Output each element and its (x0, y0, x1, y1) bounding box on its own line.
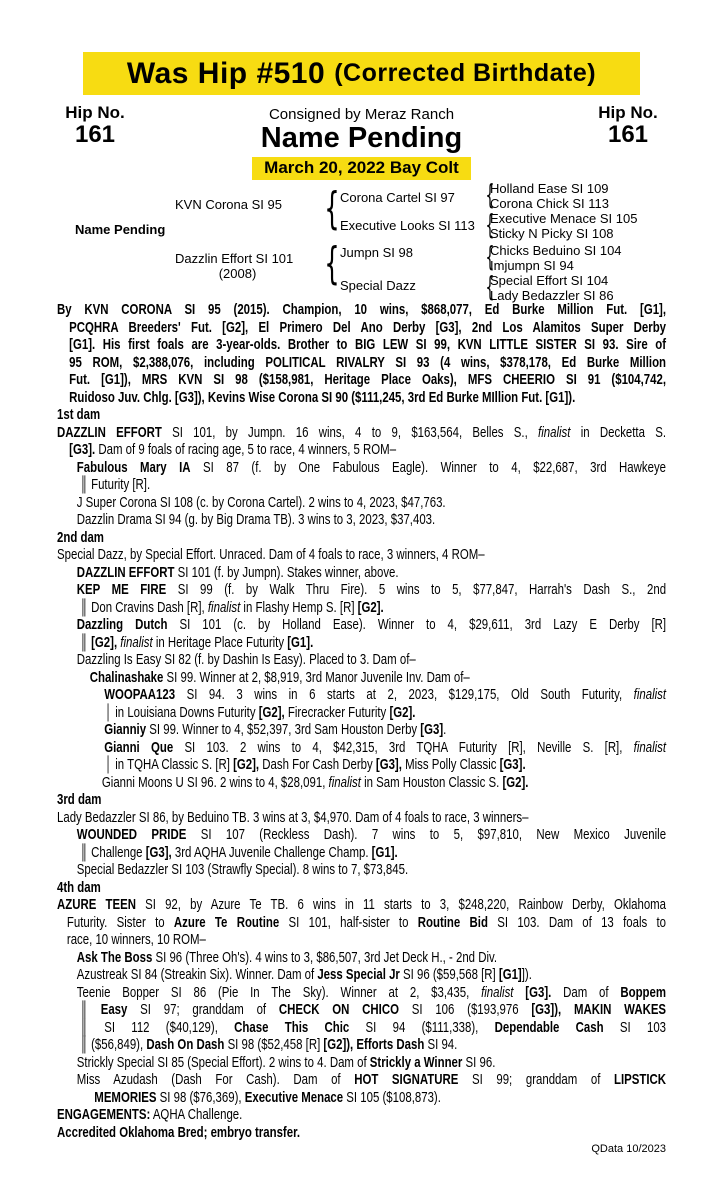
text-segment: finalist (633, 686, 667, 703)
text-segment: [G2], (233, 756, 260, 773)
text-segment: WOOPAA123 (104, 686, 176, 703)
pedigree-sire-sire: Corona Cartel SI 97 (340, 190, 455, 205)
text-segment: Fabulous Mary IA (76, 458, 191, 476)
pedigree-gen3-pair (485, 208, 720, 241)
text-segment: Dependable Cash (494, 1018, 604, 1036)
text-segment (561, 1001, 574, 1018)
text-segment: 3rd AQHA Juvenile Challenge Champ. (171, 843, 372, 861)
text-segment: │ in TQHA Classic S. [R] (104, 756, 234, 773)
pedigree-ancestor: Corona Chick SI 113 (490, 196, 609, 211)
text-line (57, 371, 666, 389)
text-segment: Azustreak SI 84 (Streakin Six). Winner. Dam of (76, 966, 318, 983)
text-segment: Gianniy (104, 721, 147, 738)
text-segment: SI 97; granddam of (127, 1001, 279, 1018)
text-line (57, 616, 666, 634)
text-line (57, 669, 666, 687)
text-line (57, 1089, 666, 1107)
pedigree-brace: { (324, 183, 340, 234)
text-segment: finalist (120, 633, 153, 651)
text-line (57, 1071, 666, 1089)
text-segment: . (443, 721, 447, 738)
text-segment: SI 94. 3 wins in 6 starts at 2, 2023, $129,175, Old South Futurity, (175, 686, 634, 703)
text-segment: [G3]), (531, 1001, 562, 1018)
text-segment: finalist (481, 983, 514, 1001)
text-segment: [G1]. (287, 633, 314, 651)
text-segment: Miss Azudash (Dash For Cash). Dam of (76, 1071, 355, 1088)
text-segment: ]). (521, 966, 532, 983)
text-segment: [G3], (375, 756, 402, 773)
text-line (57, 406, 666, 424)
text-line (57, 896, 666, 914)
pedigree-brace: { (485, 178, 495, 211)
text-line (57, 354, 666, 372)
text-line (57, 651, 666, 669)
text-segment: Gianni Que (104, 738, 174, 756)
text-segment: Teenie Bopper SI 86 (Pie In The Sky). Winner at 2, $3,435, (76, 983, 482, 1001)
text-line (57, 494, 666, 512)
text-line (57, 634, 666, 652)
text-segment: [G3], (145, 843, 172, 861)
text-segment: Dazzling Is Easy SI 82 (f. by Dashin Is Easy). Placed to 3. Dam of– (76, 651, 416, 668)
text-segment: MEMORIES (94, 1088, 157, 1106)
text-segment: Lady Bedazzler SI 86, by Beduino TB. 3 wins at 3, $4,970. Dam of 4 foals to race, 3 winners– (57, 808, 529, 826)
text-segment: Chase This Chic (234, 1018, 350, 1036)
text-segment: SI 99. Winner at 2, $8,919, 3rd Manor Juvenile Inv. Dam of– (163, 668, 470, 686)
text-segment: [G2], (258, 703, 285, 721)
text-line (57, 861, 666, 879)
text-line (57, 721, 666, 739)
text-line (57, 1106, 666, 1124)
text-line (57, 441, 666, 459)
text-segment: finalist (538, 423, 571, 441)
pedigree-ancestor: Holland Ease SI 109 (490, 181, 609, 196)
text-segment: Efforts Dash (356, 1036, 425, 1053)
text-segment (513, 984, 525, 1001)
text-line (57, 459, 666, 477)
text-segment: SI 101, by Jumpn. 16 wins, 4 to 9, $163,564, Belles S., (161, 423, 539, 441)
text-line (57, 739, 666, 757)
text-line (57, 774, 666, 792)
text-line (57, 336, 666, 354)
pedigree-gen3-pair (485, 178, 720, 211)
text-segment: Gianni Moons U SI 96. 2 wins to 4, $28,091, (101, 773, 329, 791)
hip-number: 161 (74, 121, 116, 148)
text-segment: SI 87 (f. by One Fabulous Eagle). Winner to 4, $22,687, 3rd Hawkeye (190, 458, 667, 476)
text-segment: Azure Te Routine (173, 913, 280, 931)
text-line (57, 791, 666, 809)
catalog-body (57, 301, 666, 1141)
text-segment: PCQHRA Breeders' Fut. [G2], El Primero Del Ano Derby [G3], 2nd Los Alamitos Super Derby (69, 318, 667, 336)
text-segment: SI 96 (Three Oh's). 4 wins to 3, $86,507, 3rd Jet Deck H., - 2nd Div. (152, 948, 498, 966)
text-segment: ║ (79, 1001, 101, 1018)
text-line (57, 1036, 666, 1054)
text-segment: Routine Bid (417, 913, 488, 931)
pedigree-dam-year: (2008) (218, 266, 257, 281)
text-segment: ║ Don Cravins Dash [R], (79, 598, 208, 616)
text-segment: [G2]. (502, 773, 529, 791)
pedigree-sire: KVN Corona SI 95 (175, 197, 282, 212)
text-segment: [G3] (420, 721, 444, 738)
text-segment: [G1]. (371, 843, 398, 861)
text-segment: SI 94. (424, 1036, 458, 1053)
text-segment: HOT SIGNATURE (354, 1071, 459, 1088)
text-segment: Dazzlin Drama SI 94 (g. by Big Drama TB). 3 wins to 3, 2023, $37,403. (76, 511, 436, 528)
text-segment: CHECK ON CHICO (278, 1001, 399, 1018)
text-segment: [G2]. (389, 703, 416, 721)
text-segment: ENGAGEMENTS: (57, 1106, 151, 1123)
foaling-row (0, 157, 723, 180)
text-segment: │ in Louisiana Downs Futurity (104, 703, 259, 721)
text-line (57, 966, 666, 984)
pedigree-brace: { (485, 270, 495, 303)
text-segment: 3rd dam (57, 791, 102, 808)
text-segment: 95 ROM, $2,388,076, including POLITICAL RIVALRY SI 93 (4 wins, $378,178, Ed Burke Million (69, 353, 667, 371)
pedigree-gen3-pair (485, 240, 720, 273)
text-segment: Special Bedazzler SI 103 (Strawfly Special). 8 wins to 7, $73,845. (76, 861, 409, 878)
text-segment: race, 10 winners, 10 ROM– (66, 931, 206, 948)
text-segment: Dam of 9 foals of racing age, 5 to race, 4 winners, 5 ROM– (95, 441, 397, 458)
text-segment: Dam of (551, 983, 621, 1001)
text-segment: KEP ME FIRE (76, 581, 167, 598)
text-segment: SI 103 (603, 1018, 667, 1036)
text-line (57, 301, 666, 319)
text-segment: [G3]. (525, 983, 552, 1001)
text-segment: Ask The Boss (76, 948, 153, 966)
text-line (57, 1054, 666, 1072)
text-segment: SI 101 (c. by Holland Ease). Winner to 4, $29,611, 3rd Lazy E Derby [R] (167, 616, 667, 633)
text-segment: in Heritage Place Futurity (152, 633, 288, 651)
banner-main-text: Was Hip #510 (126, 56, 326, 90)
text-segment: Chalinashake (89, 668, 164, 686)
pedigree-brace: { (485, 208, 495, 241)
pedigree-dam: Dazzlin Effort SI 101 (175, 251, 294, 266)
text-segment: SI 99; granddam of (458, 1071, 615, 1088)
text-segment: finalist (207, 598, 241, 616)
text-line (57, 1019, 666, 1037)
text-segment: SI 96. (462, 1053, 496, 1071)
text-segment: Miss Polly Classic (401, 756, 500, 773)
text-segment: Ruidoso Juv. Chlg. [G3]), Kevins Wise Corona SI 90 ($111,245, 3rd Ed Burke MIllion Fut. [G1]). (69, 388, 576, 406)
text-line (57, 914, 666, 932)
text-line (57, 809, 666, 827)
text-segment: DAZZLIN EFFORT (76, 563, 175, 581)
text-segment: Special Dazz, by Special Effort. Unraced. Dam of 4 foals to race, 3 winners, 4 ROM– (57, 546, 485, 563)
hip-label: Hip No. (65, 103, 125, 122)
text-line (57, 476, 666, 494)
text-segment: J Super Corona SI 108 (c. by Corona Cartel). 2 wins to 4, 2023, $47,763. (76, 493, 446, 511)
text-line (57, 984, 666, 1002)
page-title-horse-name: Name Pending (260, 122, 463, 154)
text-segment: SI 101, half-sister to (279, 913, 418, 931)
text-segment: Dash For Cash Derby (259, 756, 376, 773)
pedigree-sire-dam: Executive Looks SI 113 (340, 218, 475, 233)
text-segment: finalist (328, 773, 361, 791)
text-segment: Easy (100, 1001, 128, 1018)
text-segment: [G1]. His first foals are 3-year-olds. Brother to BIG LEW SI 99, KVN LITTLE SISTER SI 93. Sire of (69, 336, 667, 353)
text-segment: SI 101 (f. by Jumpn). Stakes winner, above. (174, 563, 399, 581)
text-line (57, 1124, 666, 1142)
text-line (57, 546, 666, 564)
text-line (57, 756, 666, 774)
text-line (57, 529, 666, 547)
text-segment: SI 99 (f. by Walk Thru Fire). 5 wins to 5, $77,847, Harrah's Dash S., 2nd (166, 581, 667, 598)
text-segment: Executive Menace (244, 1088, 344, 1106)
catalog-text (57, 301, 666, 1141)
text-segment: AQHA Challenge. (150, 1106, 243, 1123)
pedigree-ancestor: Imjumpn SI 94 (490, 258, 574, 273)
text-segment: [G2]), (323, 1036, 354, 1053)
text-line (57, 511, 666, 529)
text-segment: [G2]. (357, 598, 384, 616)
text-line (57, 826, 666, 844)
text-line (57, 564, 666, 582)
text-segment: SI 103. Dam of 13 foals to (487, 913, 667, 931)
text-segment: SI 92, by Azure Te TB. 6 wins in 11 starts to 3, $248,220, Rainbow Derby, Oklahoma (135, 896, 667, 913)
text-line (57, 389, 666, 407)
text-line (57, 704, 666, 722)
pedigree-gen3-pair (485, 270, 720, 303)
pedigree-chart (0, 178, 723, 303)
text-segment: Strickly a Winner (369, 1053, 463, 1071)
text-segment: SI 98 ($52,458 [R] (224, 1036, 324, 1053)
pedigree-subject: Name Pending (75, 222, 166, 237)
text-segment: 2nd dam (57, 528, 104, 546)
corrected-hip-banner (83, 52, 640, 95)
text-line (57, 686, 666, 704)
pedigree-dam-sire: Jumpn SI 98 (340, 245, 413, 260)
hip-number: 161 (607, 121, 649, 148)
text-line (57, 319, 666, 337)
text-segment: Jess Special Jr (317, 966, 400, 983)
text-segment: in Flashy Hemp S. [R] (240, 598, 358, 616)
text-segment: ║ ($56,849), (79, 1036, 147, 1053)
text-segment: SI 98 ($76,369), (156, 1088, 245, 1106)
pedigree-brace: { (485, 240, 495, 273)
text-segment: SI 96 ($59,568 [R] (399, 966, 499, 983)
pedigree-ancestor: Sticky N Picky SI 108 (490, 226, 614, 241)
text-segment: [G1] (498, 966, 522, 983)
pedigree-ancestor: Executive Menace SI 105 (490, 211, 638, 226)
text-segment: Firecracker Futurity (284, 703, 390, 721)
text-segment: Dazzling Dutch (76, 616, 168, 633)
text-segment: Boppem (620, 983, 667, 1001)
consignor-line: Consigned by Meraz Ranch (268, 106, 455, 123)
text-segment: ║ SI 112 ($40,129), (79, 1018, 235, 1036)
text-segment: SI 107 (Reckless Dash). 7 wins to 5, $97,810, New Mexico Juvenile (186, 826, 667, 843)
text-segment: in Sam Houston Classic S. (360, 773, 503, 791)
text-line (57, 879, 666, 897)
text-segment: ║ (79, 633, 92, 651)
text-segment: Fut. [G1]), MRS KVN SI 98 ($158,981, Heritage Place Oaks), MFS CHEERIO SI 91 ($104,742, (69, 371, 667, 388)
text-segment: ║ Challenge (79, 843, 146, 861)
text-segment: SI 105 ($108,873). (343, 1088, 441, 1106)
text-segment: WOUNDED PRIDE (76, 826, 187, 843)
text-segment: SI 94 ($111,338), (349, 1018, 495, 1036)
text-segment: ║ Futurity [R]. (79, 476, 151, 493)
text-segment: [G2], (91, 633, 118, 651)
hip-label: Hip No. (598, 103, 658, 122)
pedigree-ancestor: Chicks Beduino SI 104 (490, 243, 622, 258)
data-credit: QData 10/2023 (591, 1143, 666, 1155)
text-segment: Accredited Oklahoma Bred; embryo transfer. (57, 1123, 301, 1141)
banner-sub-text: (Corrected Birthdate) (334, 59, 597, 87)
text-segment: MAKIN WAKES (573, 1001, 667, 1018)
text-line (57, 844, 666, 862)
text-segment: 4th dam (57, 878, 101, 896)
pedigree-dam-dam: Special Dazz (340, 278, 416, 293)
text-segment: in Decketta S. (570, 423, 667, 441)
text-segment: [G3]. (69, 441, 96, 458)
foaling-date-highlight: March 20, 2022 Bay Colt (252, 157, 471, 180)
pedigree-ancestor: Special Effort SI 104 (490, 273, 609, 288)
text-segment: [G3]. (499, 756, 526, 773)
text-segment: finalist (633, 738, 667, 756)
text-line (57, 424, 666, 442)
text-line (57, 949, 666, 967)
text-segment: By KVN CORONA SI 95 (2015). Champion, 10 wins, $868,077, Ed Burke Million Fut. [G1], (57, 301, 667, 318)
text-segment: SI 106 ($193,976 (398, 1001, 532, 1018)
text-segment: LIPSTICK (614, 1071, 667, 1088)
text-line (57, 1001, 666, 1019)
text-segment: DAZZLIN EFFORT (57, 423, 162, 441)
pedigree-brace: { (324, 238, 340, 289)
text-segment: AZURE TEEN (57, 896, 136, 913)
text-segment: Strickly Special SI 85 (Special Effort). 2 wins to 4. Dam of (76, 1053, 370, 1071)
text-segment: SI 103. 2 wins to 4, $42,315, 3rd TQHA Futurity [R], Neville S. [R], (173, 738, 634, 756)
text-segment: Futurity. Sister to (66, 913, 174, 931)
text-segment: 1st dam (57, 406, 101, 423)
text-line (57, 931, 666, 949)
text-segment: Dash On Dash (146, 1036, 225, 1053)
text-line (57, 599, 666, 617)
text-segment: SI 99. Winner to 4, $52,397, 3rd Sam Houston Derby (146, 721, 421, 738)
pedigree-ancestor: Lady Bedazzler SI 86 (490, 288, 614, 303)
text-line (57, 581, 666, 599)
